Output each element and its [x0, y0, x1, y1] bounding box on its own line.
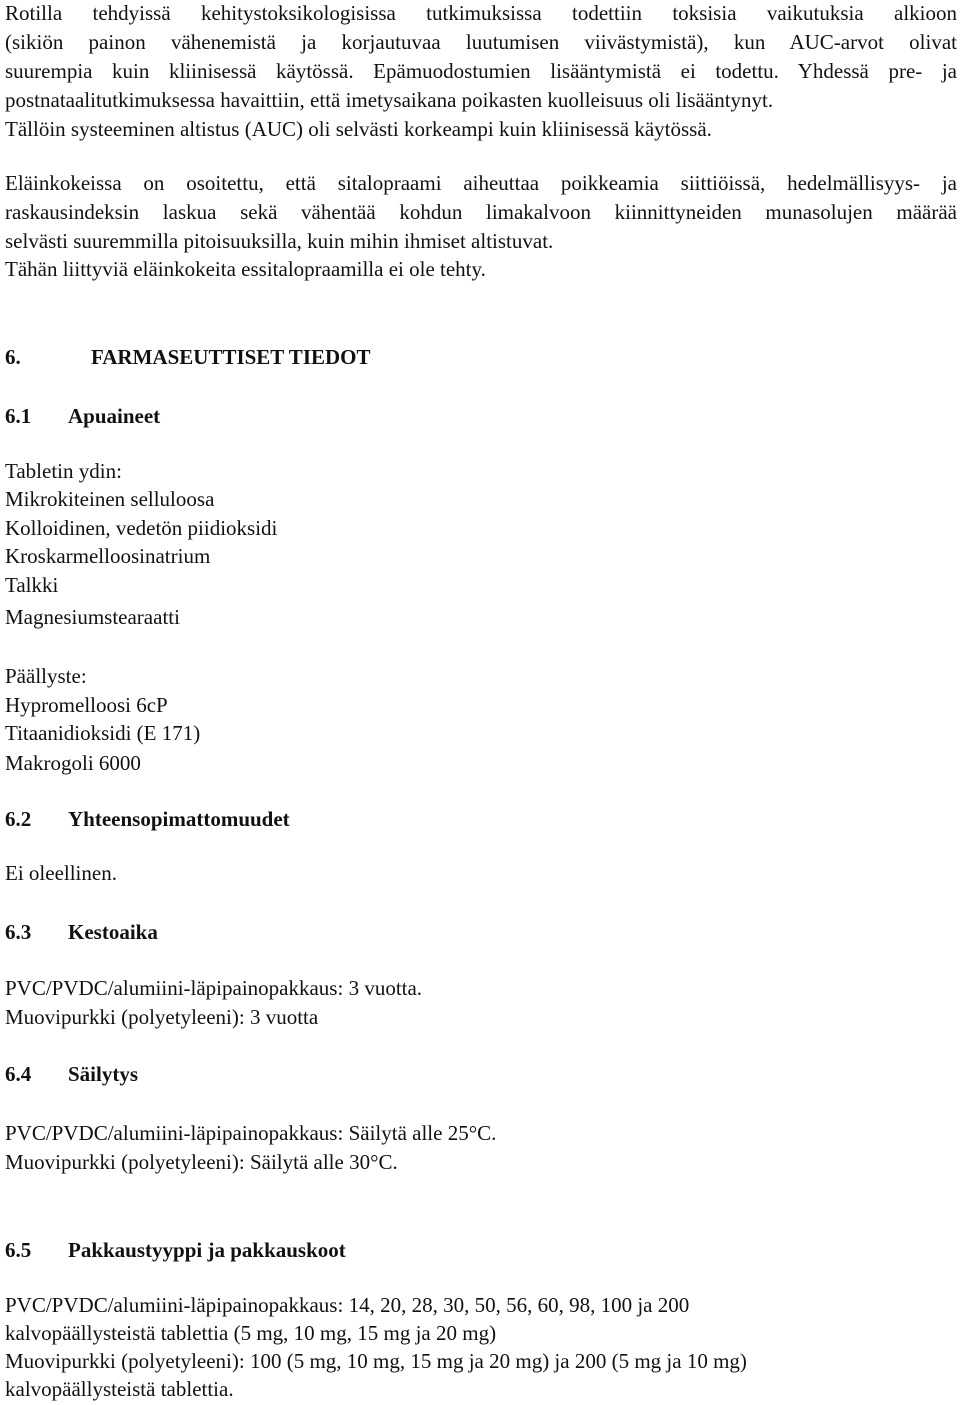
core-label: Tabletin ydin:: [5, 459, 122, 483]
section-title: Yhteensopimattomuudet: [68, 807, 290, 831]
intro-paragraph-2-line: selvästi suuremmilla pitoisuuksilla, kuin mihin ihmiset altistuvat.: [5, 229, 554, 253]
section-title: Apuaineet: [68, 404, 161, 428]
intro-paragraph-2-line: raskausindeksin laskua sekä vähentää kohdun limakalvoon kiinnittyneiden munasolujen määrää: [5, 200, 957, 224]
coating-label: Päällyste:: [5, 664, 87, 688]
intro-paragraph-1-line: postnataalitutkimuksessa havaittiin, että imetysaikana poikasten kuolleisuus oli lisääntynyt.: [5, 88, 774, 112]
pack-size-line: kalvopäällysteistä tablettia (5 mg, 10 mg, 15 mg ja 20 mg): [5, 1321, 497, 1345]
core-item: Talkki: [5, 573, 59, 597]
coating-item: Hypromelloosi 6cP: [5, 693, 168, 717]
core-item: Magnesiumstearaatti: [5, 605, 180, 629]
incompatibilities-text: Ei oleellinen.: [5, 861, 117, 885]
pack-size-line: PVC/PVDC/alumiini-läpipainopakkaus: 14, 20, 28, 30, 50, 56, 60, 98, 100 ja 200: [5, 1293, 690, 1317]
intro-paragraph-1-line: (sikiön painon vähenemistä ja korjautuvaa luutumisen viivästymistä), kun AUC-arvot olivat: [5, 30, 957, 54]
core-item: Kroskarmelloosinatrium: [5, 544, 211, 568]
section-number: 6.1: [5, 404, 32, 428]
storage-line: Muovipurkki (polyetyleeni): Säilytä alle 30°C.: [5, 1150, 398, 1174]
section-number: 6.2: [5, 807, 32, 831]
pack-size-line: Muovipurkki (polyetyleeni): 100 (5 mg, 10 mg, 15 mg ja 20 mg) ja 200 (5 mg ja 10 mg): [5, 1349, 747, 1373]
section-6-5-heading: [5, 1237, 346, 1263]
section-number: 6.4: [5, 1062, 32, 1086]
intro-paragraph-1-line: suurempia kuin kliinisessä käytössä. Epämuodostumien lisääntymistä ei todettu. Yhdessä pre- ja: [5, 59, 957, 83]
section-6-4-heading: [5, 1061, 138, 1087]
section-title: Pakkaustyyppi ja pakkauskoot: [68, 1238, 346, 1262]
section-title: Säilytys: [68, 1062, 139, 1086]
section-6-3-heading: [5, 919, 158, 945]
core-item: Kolloidinen, vedetön piidioksidi: [5, 516, 278, 540]
core-item: Mikrokiteinen selluloosa: [5, 487, 215, 511]
coating-item: Makrogoli 6000: [5, 751, 141, 775]
intro-paragraph-2-line: Tähän liittyviä eläinkokeita essitalopraamilla ei ole tehty.: [5, 257, 486, 281]
section-number: 6.: [5, 345, 21, 369]
section-6-1-heading: [5, 403, 160, 429]
coating-item: Titaanidioksidi (E 171): [5, 721, 201, 745]
section-number: 6.5: [5, 1238, 32, 1262]
section-number: 6.3: [5, 920, 32, 944]
intro-paragraph-2-line: Eläinkokeissa on osoitettu, että sitalopraami aiheuttaa poikkeamia siittiöissä, hedelmällisyys- ja: [5, 171, 957, 195]
shelf-life-line: Muovipurkki (polyetyleeni): 3 vuotta: [5, 1005, 319, 1029]
intro-paragraph-1-line: Tällöin systeeminen altistus (AUC) oli selvästi korkeampi kuin kliinisessä käytössä.: [5, 117, 712, 141]
intro-paragraph-1-line: Rotilla tehdyissä kehitystoksikologisissa tutkimuksissa todettiin toksisia vaikutuksia alkioon: [5, 1, 957, 25]
section-title: Kestoaika: [68, 920, 158, 944]
section-6-2-heading: [5, 806, 290, 832]
pack-size-line: kalvopäällysteistä tablettia.: [5, 1377, 234, 1401]
section-6-heading: [5, 344, 371, 370]
storage-line: PVC/PVDC/alumiini-läpipainopakkaus: Säilytä alle 25°C.: [5, 1121, 497, 1145]
section-title: FARMASEUTTISET TIEDOT: [91, 345, 371, 369]
shelf-life-line: PVC/PVDC/alumiini-läpipainopakkaus: 3 vuotta.: [5, 976, 423, 1000]
